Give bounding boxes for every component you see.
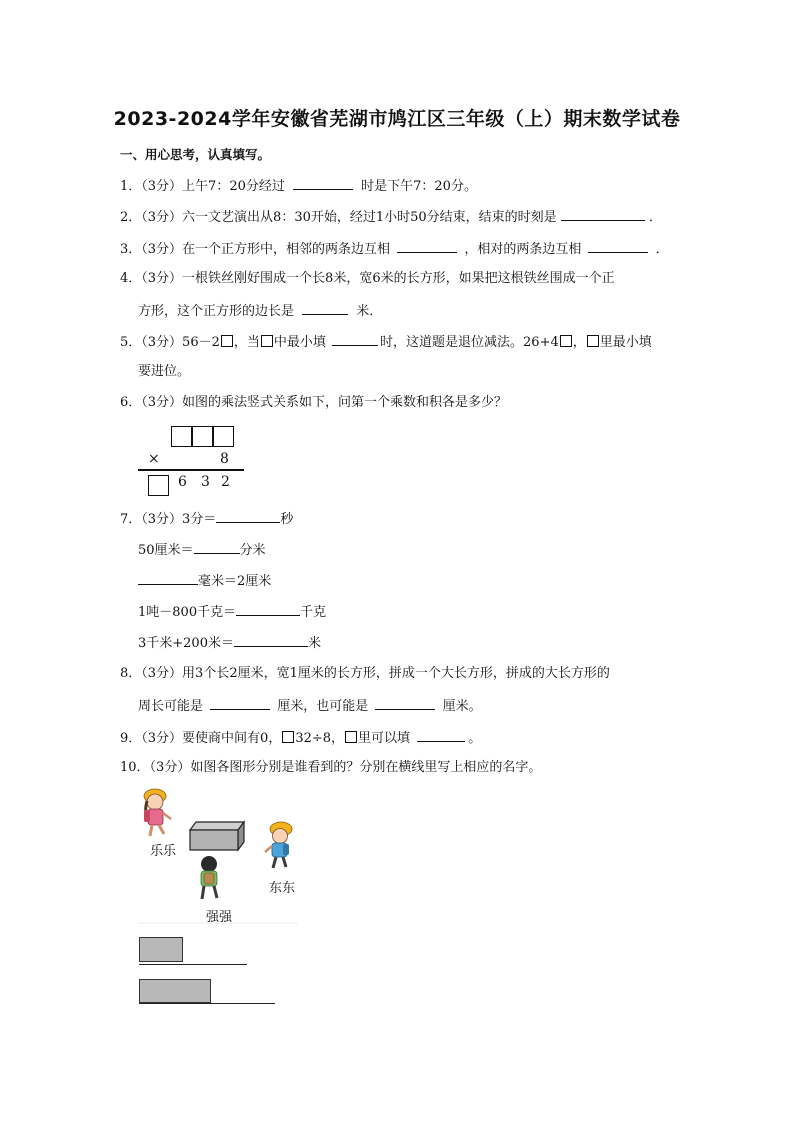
q5-text-c: 中最小填 [273,335,326,350]
product-rule [138,469,244,471]
q4-text: 方形，这个正方形的边长是 [138,304,295,319]
question-4-line-1: 4．（3分）一根铁丝刚好围成一个长8米，宽6米的长方形，如果把这根铁丝围成一个正 [120,271,615,286]
q9-text-b: 32÷8， [295,731,345,746]
q1-text-end: 时是下午7：20分。 [361,179,477,194]
q5-text-a: 5．（3分）56－2 [120,335,220,350]
q8-text: 周长可能是 [138,699,204,714]
child-qiangqiang-icon [201,856,217,899]
multiplier-digit: 8 [220,451,229,467]
q2-blank[interactable] [561,208,645,221]
question-5-line-2: 要进位。 [138,364,191,379]
q7-text-3: 毫米＝2厘米 [198,574,272,589]
q9-text-end: 。 [468,731,482,746]
product-digit: 3 [201,474,210,490]
digit-box-icon[interactable] [192,426,213,447]
q5-text-d: 时，这道题是退位减法。26+4 [380,335,559,350]
q3-blank-2[interactable] [588,240,648,253]
product-digit: 6 [178,474,187,490]
q7-unit-5: 米 [307,636,321,651]
answer-line-1[interactable] [139,964,247,965]
digit-box-icon [221,335,233,347]
q7-blank-1[interactable] [216,510,280,523]
q7-unit-1: 秒 [280,512,294,527]
q5-text-f: 里最小填 [599,335,652,350]
q7-unit-2: 分米 [239,543,266,558]
view-shape-2 [139,979,211,1003]
q7-text-5: 3千米+200米＝ [138,636,234,651]
q9-blank[interactable] [417,729,465,742]
q2-text: 2．（3分）六一文艺演出从8：30开始，经过1小时50分结束，结束的时刻是 [120,210,557,225]
digit-box-icon [587,335,599,347]
view-shape-1 [139,937,183,962]
question-1 [120,177,477,195]
digit-box-icon[interactable] [171,426,192,447]
question-4-line-2 [138,302,382,320]
q8-blank-2[interactable] [375,697,435,710]
q1-blank[interactable] [293,177,353,190]
label-dongdong: 东东 [269,881,296,896]
times-sign: × [148,451,160,467]
question-5-line-1 [120,333,652,351]
answer-line-2[interactable] [139,1003,275,1004]
question-7-line-2 [138,541,266,559]
question-3 [120,240,669,258]
cuboid-icon [190,822,244,850]
digit-box-icon [345,731,357,743]
q7-text-2: 50厘米＝ [138,543,194,558]
q7-blank-5[interactable] [234,634,308,647]
question-7-line-3 [138,572,271,590]
question-8-line-2 [138,697,482,715]
question-7-line-4 [138,603,326,621]
q3-text-mid: ，相对的两条边互相 [464,242,582,257]
section-heading: 一、用心思考，认真填写。 [120,147,271,162]
multiplication-figure [138,424,248,500]
q9-text-c: 里可以填 [358,731,411,746]
product-digit: 2 [221,474,230,490]
digit-box-icon[interactable] [213,426,234,447]
q4-blank[interactable] [302,302,348,315]
observation-scene [138,782,298,924]
q7-text-4: 1吨－800千克＝ [138,605,237,620]
label-lele: 乐乐 [150,844,177,859]
question-2 [120,208,662,226]
q5-blank[interactable] [332,333,378,346]
q3-blank-1[interactable] [397,240,457,253]
q8-text-mid: 厘米，也可能是 [277,699,369,714]
q5-text-e: ， [572,335,586,350]
q2-text-end: ． [648,210,662,225]
digit-box-icon[interactable] [148,475,169,496]
child-lele-icon [144,789,171,836]
question-7-line-1 [120,510,293,528]
q7-blank-2[interactable] [194,541,240,554]
q4-text-end: 米． [356,304,383,319]
question-7-line-5 [138,634,321,652]
q9-text-a: 9．（3分）要使商中间有0， [120,731,282,746]
question-6: 6．（3分）如图的乘法竖式关系如下，问第一个乘数和积各是多少？ [120,395,508,410]
digit-box-icon [560,335,572,347]
exam-title: 2023-2024学年安徽省芜湖市鸠江区三年级（上）期末数学试卷 [113,108,681,130]
q8-text-end: 厘米。 [442,699,482,714]
q5-text-b: ，当 [233,335,260,350]
q7-blank-3[interactable] [138,572,198,585]
q8-blank-1[interactable] [210,697,270,710]
digit-box-icon [261,335,273,347]
q7-blank-4[interactable] [236,603,300,616]
q3-text-end: ． [655,242,669,257]
q1-text: 1．（3分）上午7：20分经过 [120,179,285,194]
q7-unit-4: 千克 [300,605,327,620]
child-dongdong-icon [265,822,292,868]
digit-box-icon [282,731,294,743]
label-qiangqiang: 强强 [206,910,233,925]
question-8-line-1: 8．（3分）用3个长2厘米，宽1厘米的长方形，拼成一个大长方形，拼成的大长方形的 [120,666,610,681]
q7-text: 7．（3分）3分＝ [120,512,217,527]
q3-text: 3．（3分）在一个正方形中，相邻的两条边互相 [120,242,391,257]
question-10: 10．（3分）如图各图形分别是谁看到的？分别在横线里写上相应的名字。 [120,760,542,775]
question-9 [120,729,481,747]
